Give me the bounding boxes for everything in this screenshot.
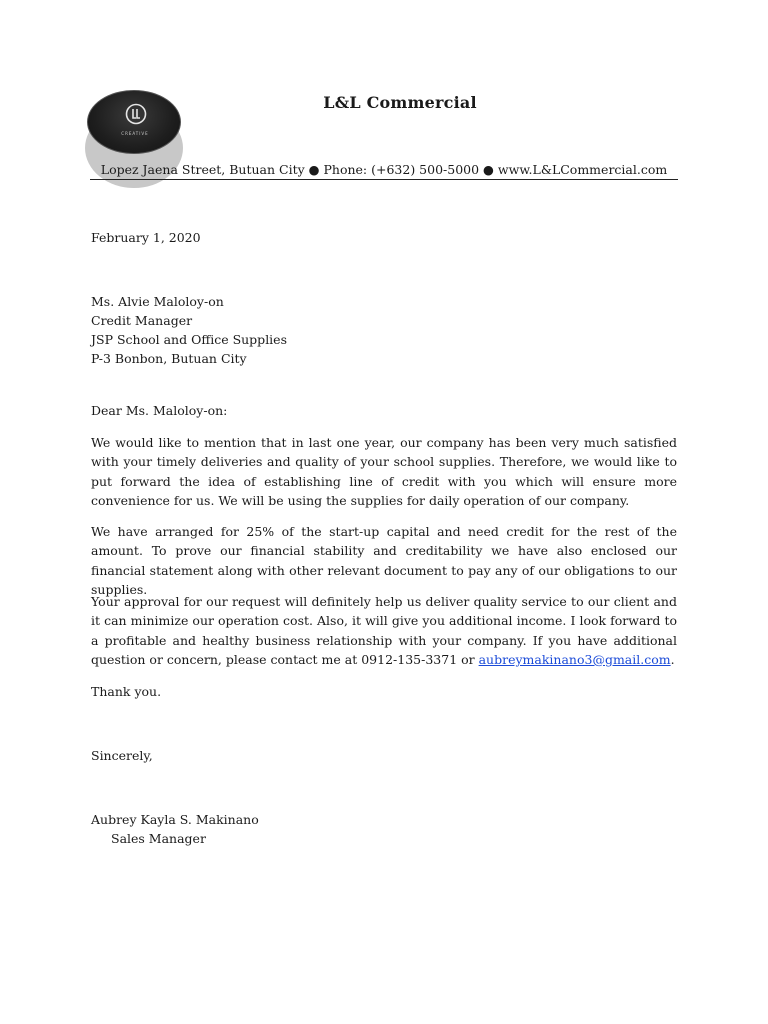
body-paragraph-3-text: Your approval for our request will definitely help us deliver quality service to our client and it can minimize our operation cost. Also, it will give you additional income. I look forward to a profitable and healthy business relationship with your company. If you have additional question or concern, please contact me at 0912-135-3371 or (91, 594, 677, 667)
signature-name: Aubrey Kayla S. Makinano (91, 812, 259, 827)
recipient-name: Ms. Alvie Maloloy-on (91, 294, 224, 309)
body-paragraph-2: We have arranged for 25% of the start-up capital and need credit for the rest of the amount. To prove our financial stability and creditability we have also enclosed our financial statement along with other relevant document to pay any of our obligations to our supplies. (91, 524, 677, 597)
logo-disc (87, 90, 181, 154)
logo-text: CREATIVE (121, 131, 149, 136)
logo-ll-icon (125, 103, 147, 125)
recipient-address: P-3 Bonbon, Butuan City (91, 351, 247, 366)
body-paragraph-3-end: . (670, 651, 675, 667)
letter-date: February 1, 2020 (91, 230, 201, 245)
thank-you: Thank you. (91, 684, 162, 699)
header-divider (90, 179, 678, 180)
salutation: Dear Ms. Maloloy-on: (91, 403, 228, 418)
signature-title: Sales Manager (111, 831, 206, 846)
recipient-company: JSP School and Office Supplies (91, 332, 287, 347)
body-paragraph-3 (91, 592, 677, 669)
recipient-title: Credit Manager (91, 313, 193, 328)
contact-line: Lopez Jaena Street, Butuan City ● Phone: (+632) 500-5000 ● www.L&LCommercial.com (100, 162, 668, 177)
company-name: L&L Commercial (323, 93, 477, 112)
closing: Sincerely, (91, 748, 153, 763)
body-paragraph-1: We would like to mention that in last one year, our company has been very much satisfied with your timely deliveries and quality of your school supplies. Therefore, we would like to put forward the idea of establishing line of credit with you which will ensure more convenience for us. We will be using the supplies for daily operation of our company. (91, 435, 677, 508)
email-link[interactable]: aubreymakinano3@gmail.com (478, 651, 671, 667)
